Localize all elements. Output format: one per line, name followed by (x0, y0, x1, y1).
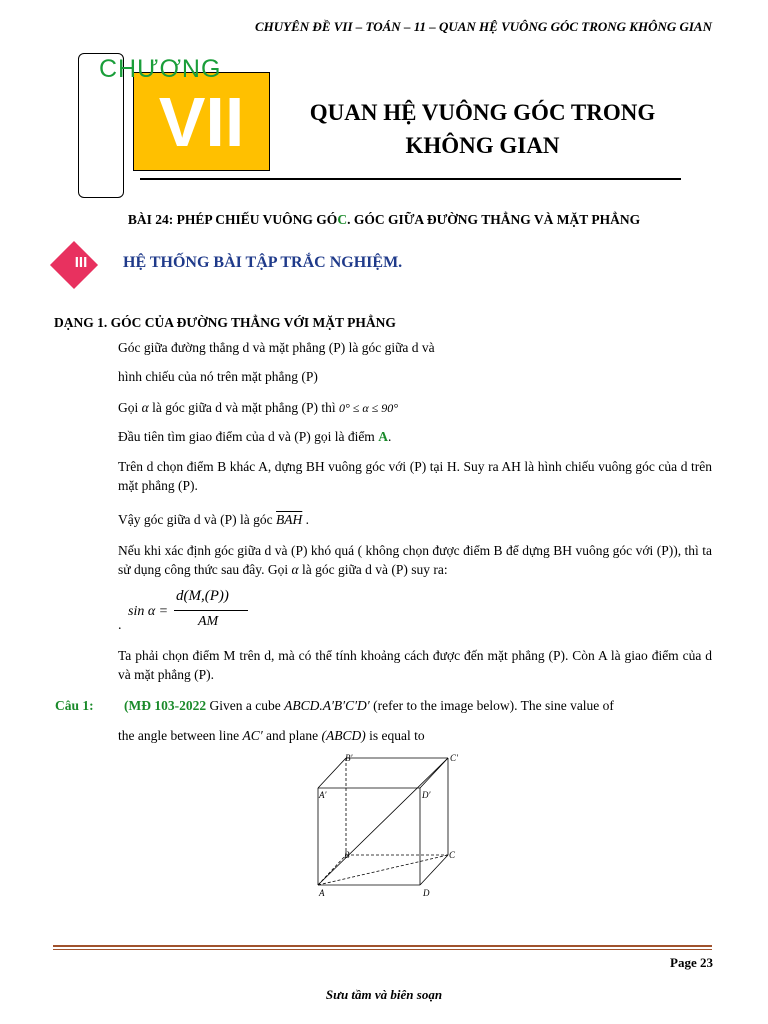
theory-line-5: Trên d chọn điểm B khác A, dựng BH vuông góc với (P) tại H. Suy ra AH là hình chiếu vuông góc của d trên mặt phẳng (P). (118, 459, 712, 493)
text: là góc giữa d và mặt phẳng (P) thì (148, 400, 339, 415)
text: Vậy góc giữa d và (P) là góc (118, 512, 277, 527)
text: the angle between line (118, 728, 243, 743)
chapter-title-line2: KHÔNG GIAN (405, 133, 560, 158)
question-line-1 (124, 696, 712, 715)
theory-line-3 (118, 398, 398, 418)
text: Đầu tiên tìm giao điểm của d và (P) gọi là điểm (118, 429, 379, 444)
text: . (387, 429, 392, 444)
text: (refer to the image below). The sine value of (369, 698, 614, 713)
text: Nếu khi xác định góc giữa d và (P) khó quá ( không chọn được điểm B để dựng BH vuông góc với (P)), thì ta sử dụng công thức sau đây. Gọi (118, 543, 712, 577)
label-a: A (319, 888, 325, 898)
label-a1: A′ (319, 790, 327, 800)
page-number: Page 23 (670, 955, 713, 970)
line-ac1: AC′ (242, 728, 263, 743)
label-c1: C′ (450, 753, 458, 763)
lesson-title-part3: . GÓC GIỮA ĐƯỜNG THẲNG VÀ MẶT PHẲNG (347, 212, 641, 227)
theory-line-2: hình chiếu của nó trên mặt phẳng (P) (118, 369, 318, 384)
section-roman: III (74, 254, 88, 271)
theory-line-6 (118, 510, 309, 529)
lesson-title-part2: C (337, 212, 348, 227)
sine-formula (118, 588, 318, 634)
lesson-title-part1: BÀI 24: PHÉP CHIẾU VUÔNG GÓ (127, 212, 338, 227)
running-header: CHUYÊN ĐỀ VII – TOÁN – 11 – QUAN HỆ VUÔNG GÓC TRONG KHÔNG GIAN (255, 19, 712, 34)
lesson-title (0, 212, 768, 228)
plane-abcd: (ABCD) (321, 728, 366, 743)
question-line-2 (118, 726, 425, 745)
angle-bah: $\overline{BAH}$ (276, 512, 303, 527)
chapter-word: CHƯƠNG (99, 55, 222, 83)
footer-rule-thin (53, 949, 712, 950)
point-a: A (378, 429, 388, 444)
footer-source: Sưu tầm và biên soạn (325, 987, 443, 1002)
section-title: HỆ THỐNG BÀI TẬP TRẮC NGHIỆM. (123, 254, 403, 271)
theory-line-4 (118, 427, 391, 446)
theory-line-1: Góc giữa đường thẳng d và mặt phẳng (P) là góc giữa d và (118, 340, 435, 355)
formula-lhs: sin α = (128, 604, 169, 619)
cube-figure (310, 745, 470, 905)
cube-name: ABCD.A′B′C′D′ (284, 698, 370, 713)
topic-heading: DẠNG 1. GÓC CỦA ĐƯỜNG THẲNG VỚI MẶT PHẲNG (54, 315, 396, 330)
chapter-divider (140, 178, 681, 180)
label-b1: B′ (345, 753, 353, 763)
text: . (302, 512, 310, 527)
text: Gọi (118, 400, 142, 415)
question-source: (MĐ 103-2022 (124, 698, 207, 713)
label-d: D (423, 888, 430, 898)
question-label (55, 696, 94, 715)
formula-denominator: AM (198, 614, 219, 629)
label-c: C (449, 850, 456, 860)
chapter-number-box: VII (133, 72, 270, 171)
text: Given a cube (206, 698, 285, 713)
angle-range: 0° ≤ α ≤ 90° (339, 401, 399, 415)
footer-rule (53, 945, 712, 947)
formula-dot: . (118, 618, 122, 633)
label-d1: D′ (422, 790, 431, 800)
label-b: B (344, 850, 350, 860)
alpha-symbol: α (141, 400, 149, 415)
text: là góc giữa d và (P) suy ra: (298, 562, 448, 577)
alpha-symbol: α (291, 562, 299, 577)
theory-line-8: Ta phải chọn điểm M trên d, mà có thể tính khoảng cách được đến mặt phẳng (P). Còn A là giao điểm của d và mặt phẳng (P). (118, 648, 712, 682)
fraction-bar (174, 610, 248, 611)
question-number: Câu 1: (55, 698, 94, 713)
formula-numerator: d(M,(P)) (176, 588, 229, 604)
chapter-title-line1: QUAN HỆ VUÔNG GÓC TRONG (309, 100, 656, 125)
text: is equal to (365, 728, 425, 743)
text: and plane (262, 728, 322, 743)
chapter-title (280, 96, 685, 162)
theory-line-7 (118, 541, 712, 579)
